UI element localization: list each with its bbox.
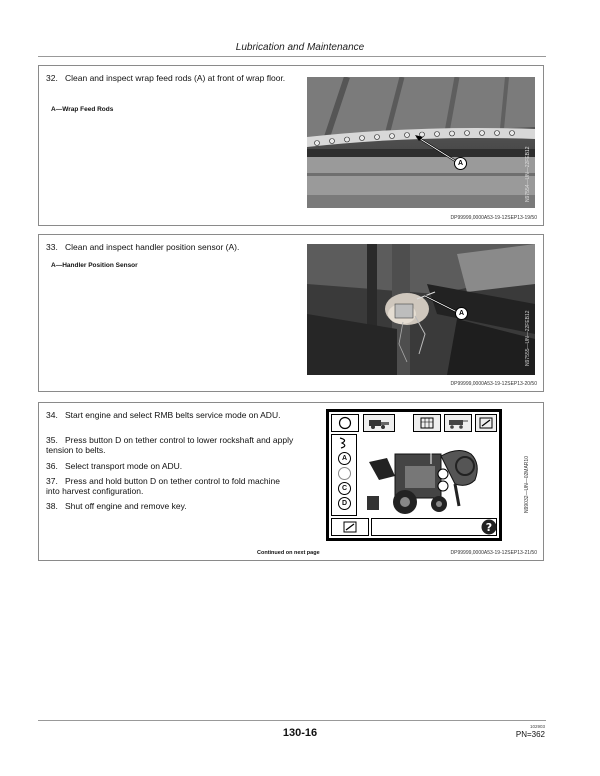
step-text: Shut off engine and remove key. (65, 501, 187, 511)
section-wrap-feed-rods (38, 65, 544, 226)
button-d: D (338, 497, 351, 510)
transport-icon (447, 417, 469, 429)
reference-code: DP99999,0000A53-19-12SEP13-19/50 (450, 215, 537, 221)
section-handler-position-sensor (38, 234, 544, 392)
step-number: 37. (46, 476, 58, 486)
page-header-title: Lubrication and Maintenance (235, 42, 365, 53)
step-number: 38. (46, 501, 58, 511)
wrap-feed-rods-image (307, 77, 535, 208)
exit-icon (343, 520, 357, 534)
circle-icon (338, 416, 352, 430)
figure-code: N97555—UN—22FEB12 (525, 310, 531, 366)
step-text: Clean and inspect handler position sensor (A). (65, 242, 240, 252)
step-number: 33. (46, 242, 58, 252)
question-icon (481, 519, 497, 535)
footer-divider (38, 720, 546, 721)
step-number: 35. (46, 435, 58, 445)
page-number: 130-16 (282, 727, 318, 739)
step-text: Clean and inspect wrap feed rods (A) at front of wrap floor. (65, 73, 286, 83)
tab-service-icon (475, 414, 497, 432)
grid-icon (420, 417, 434, 429)
belt-icon (338, 436, 350, 450)
step-number: 32. (46, 73, 58, 83)
adu-display (326, 409, 502, 541)
photo-wrap-feed-rods (307, 77, 535, 208)
figure-code: N99032—UN—02MAR10 (524, 456, 530, 513)
step-37 (46, 476, 291, 496)
machine-icon (367, 417, 391, 429)
tab-harvest-icon (363, 414, 395, 432)
step-text: Select transport mode on ADU. (65, 461, 183, 471)
step-36 (46, 461, 296, 471)
photo-handler-position-sensor (307, 244, 535, 375)
step-number: 36. (46, 461, 58, 471)
tab-home-icon (331, 414, 359, 432)
tab-settings-icon (413, 414, 441, 432)
button-b (338, 467, 351, 480)
handler-sensor-image (307, 244, 535, 375)
wrench-icon (479, 417, 493, 429)
header-divider (38, 56, 546, 57)
callout-a: A (455, 307, 468, 320)
step-38 (46, 501, 296, 511)
continued-note: Continued on next page (257, 550, 320, 556)
step-33 (46, 242, 301, 252)
bottom-bar (371, 518, 497, 536)
part-number: PN=362 (515, 730, 545, 739)
step-35 (46, 435, 298, 455)
step-text: Press and hold button D on tether control to fold machine into harvest configuration. (46, 476, 280, 496)
callout-a: A (454, 157, 467, 170)
adu-screen (329, 412, 499, 538)
reference-code: DP99999,0000A53-19-12SEP13-20/50 (450, 381, 537, 387)
svg-text:?: ? (485, 521, 493, 534)
reference-code: DP99999,0000A53-19-12SEP13-21/50 (450, 550, 537, 556)
tab-transport-icon (444, 414, 472, 432)
machine-illustration (359, 436, 499, 518)
button-a: A (338, 452, 351, 465)
step-text: Press button D on tether control to lower rockshaft and apply tension to belts. (46, 435, 294, 455)
step-number: 34. (46, 410, 58, 420)
figure-code: N97554—UN—22FEB12 (525, 146, 531, 202)
button-c: C (338, 482, 351, 495)
legend-handler-position-sensor: A—Handler Position Sensor (51, 262, 138, 269)
step-text: Start engine and select RMB belts service mode on ADU. (65, 410, 281, 420)
step-34 (46, 410, 296, 420)
step-32 (46, 73, 301, 83)
footer-code: 102903 (529, 724, 545, 729)
legend-wrap-feed-rods: A—Wrap Feed Rods (51, 106, 114, 113)
